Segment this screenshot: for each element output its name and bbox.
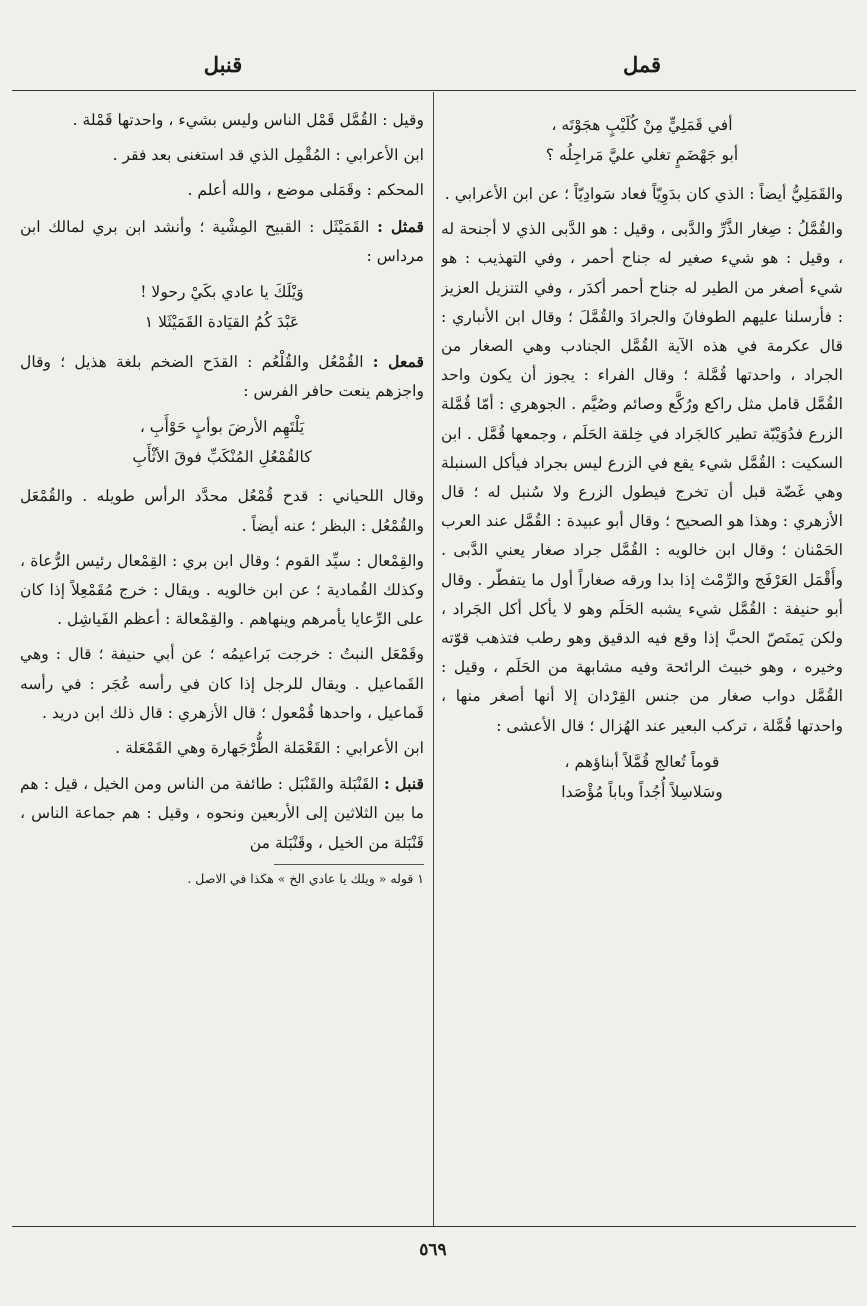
column-divider [433, 92, 434, 1226]
paragraph: وقال اللحياني : قدح قُمْعُل محدَّد الرأس طويله . والقُمْعَل والقُمْعُل : البظر ؛ عنه أيضاً . [20, 487, 424, 535]
right-column [441, 106, 843, 1216]
verse-line: عَبْدَ كُمُ القيَادة القَمَيْثَلا ١ [144, 313, 300, 332]
entry-qamal [20, 347, 424, 406]
entry-text: القَمَيْثَل : القبيح المِشْية ؛ وأنشد ابن بري لمالك ابن مرداس : [20, 217, 424, 265]
paragraph: ابن الأعرابي : المُقْمِل الذي قد استغنى بعد فقر . [112, 146, 424, 165]
entry-text: القُمْعُل والقُلْعُم : القدَح الضخم بلغة هذيل ؛ وقال واجزهم ينعت حافر الفرس : [20, 353, 424, 401]
top-rule [12, 90, 856, 91]
paragraph: والقَمَلِيُّ أيضاً : الذي كان بدَوِيّاً فعاد سَوادِيّاً ؛ عن ابن الأعرابي . [444, 185, 843, 203]
verse-line: وسَلاسِلاً أُجُداً وباباً مُؤْصَدا [561, 782, 723, 801]
paragraph: والقُمَّلُ : صِغار الذَّرِّ والدَّبى ، وقيل : هو الدَّبى الذي لا أجنحة له ، وقيل : هو شيء صغير له جناح أحمر ، وفي التهذيب : هو شيء أصغر من الطير له جناح أحمر أكدَر ، وفي التنزيل العزيز : فأرسلنا عليهم الطوفانَ والجرادَ والقُمَّلَ ؛ وقال ابن الأنباري : قال عكرمة في هذه الآية القُمَّل الجنادب وهي الصغار من الجراد ، واحدتها قُمَّلة ؛ وقال الفراء : يجوز أن يكون واحد القُمَّل قامل مثل راكع ورُكَّع وصائم وصُيَّم . الجوهري : أمّا قُمَّلة الزرع فدُوَيْبّة تطير كالجَراد في خِلقة الحَلَم ، وجمعها قُمَّل . ابن السكيت : القُمَّل شيء يقع في الزرع ليس بجراد فيأكل السنبلة وهي غَضّة قبل أن تخرج فيطول الزرع ولا سُنبل له ؛ قال الأزهري : وهذا هو الصحيح ؛ وقال أبو عبيدة : القُمَّل عند العرب الحَمْنان ؛ وقال ابن خالويه : القُمَّل جراد صغار يعني الدَّبى . وأَقْمَل العَرْفَج والرِّمْث إذا بدا ورقه صغاراً أول ما يتفطّر . وقال أبو حنيفة : القُمَّل شيء يشبه الحَلَم وهو لا يأكل أكل الجَراد ، ولكن يَمتَصّ الحبَّ إذا وقع فيه الدقيق وهو رطب فتذهب قوّته وخيره ، وهو خبيث الرائحة وفيه مشابهة من الحَلَم ، وقيل : القُمَّل دواب صغار من جنس القِرْدان إلا أنها أصغر منها ، واحدتها قُمَّلة ، تركب البعير عند الهُزال ؛ قال الأعشى : [441, 220, 843, 735]
entry-qanbal [20, 769, 424, 858]
running-head-left: قنبل [203, 52, 243, 77]
entry-headword: قمعل : [372, 352, 424, 372]
verse-line: وَيْلَكَ يا عادي بكَيْ رحولا ! [140, 283, 304, 302]
verse-block [20, 277, 424, 337]
paragraph: المحكم : وقَمَلى موضع ، والله أعلم . [187, 181, 424, 200]
footnote: ١ قوله « ويلك يا عادي الخ » هكذا في الاصل . [187, 870, 424, 886]
verse-block [20, 412, 424, 472]
footnote-rule [274, 864, 424, 865]
verse-line: أفي قَمَلِيٍّ مِنْ كُلَيْبٍ هجَوْتَه ، [551, 116, 733, 134]
verse-line: يَلْتَهِم الأرضَ بوأبٍ حَوْأَبِ ، [139, 418, 305, 437]
page-number: ٥٦٩ [419, 1240, 447, 1260]
entry-qamthal [20, 212, 424, 271]
entry-headword: قنبل : [383, 774, 424, 794]
verse-line: أبو جَهْضَمٍ تغلي عليَّ مَراجِلُه ؟ [545, 146, 739, 164]
verse-block [441, 747, 843, 807]
paragraph: ابن الأعرابي : القَعْمَلة الطُّرْجَهارة وهي القَمْعَلة . [115, 739, 424, 758]
paragraph: وقيل : القُمَّل قَمْل الناس وليس بشيء ، واحدتها قَمْلة . [72, 111, 424, 129]
verse-line: كالقُمْعُلِ المُنْكَبِّ فوقَ الأثْأَبِ [132, 448, 312, 467]
paragraph: وقَمْعَل النبتُ : خرجت بَراعيمُه ؛ عن أبي حنيفة ؛ قال : وهي القَماعيل . ويقال للرجل إذا كان في رأسه عُجَر : في رأسه قَماعيل ، واحدها قُمْعول ؛ قال الأزهري : قال ذلك ابن دريد . [20, 645, 424, 722]
bottom-rule [12, 1226, 856, 1227]
verse-block [441, 110, 843, 170]
running-head-right: قمل [622, 52, 662, 77]
left-column [20, 106, 424, 1216]
verse-line: قوماً تُعالج قُمَّلاً أبناؤهم ، [564, 752, 720, 771]
entry-headword: قمثل : [377, 216, 424, 236]
entry-text: القَنْبَلة والقَنْبَل : طائفة من الناس ومن الخيل ، قيل : هم ما بين الثلاثين إلى الأربعين ونحوه ، وقيل : هم جماعة الناس ، قَنْبَلة من الخيل ، وقَنْبَلة من [20, 775, 424, 852]
paragraph: والقِمْعال : سيِّد القوم ؛ وقال ابن بري : القِمْعال رئيس الرُّعاة ، وكذلك القُمادية ؛ عن ابن خالويه . ويقال : خرج مُقَمْعِلاً إذا كان على الرِّعايا يأمرهم وينهاهم . والقِمْعالة : أعظم الفَياشِل . [20, 551, 424, 629]
